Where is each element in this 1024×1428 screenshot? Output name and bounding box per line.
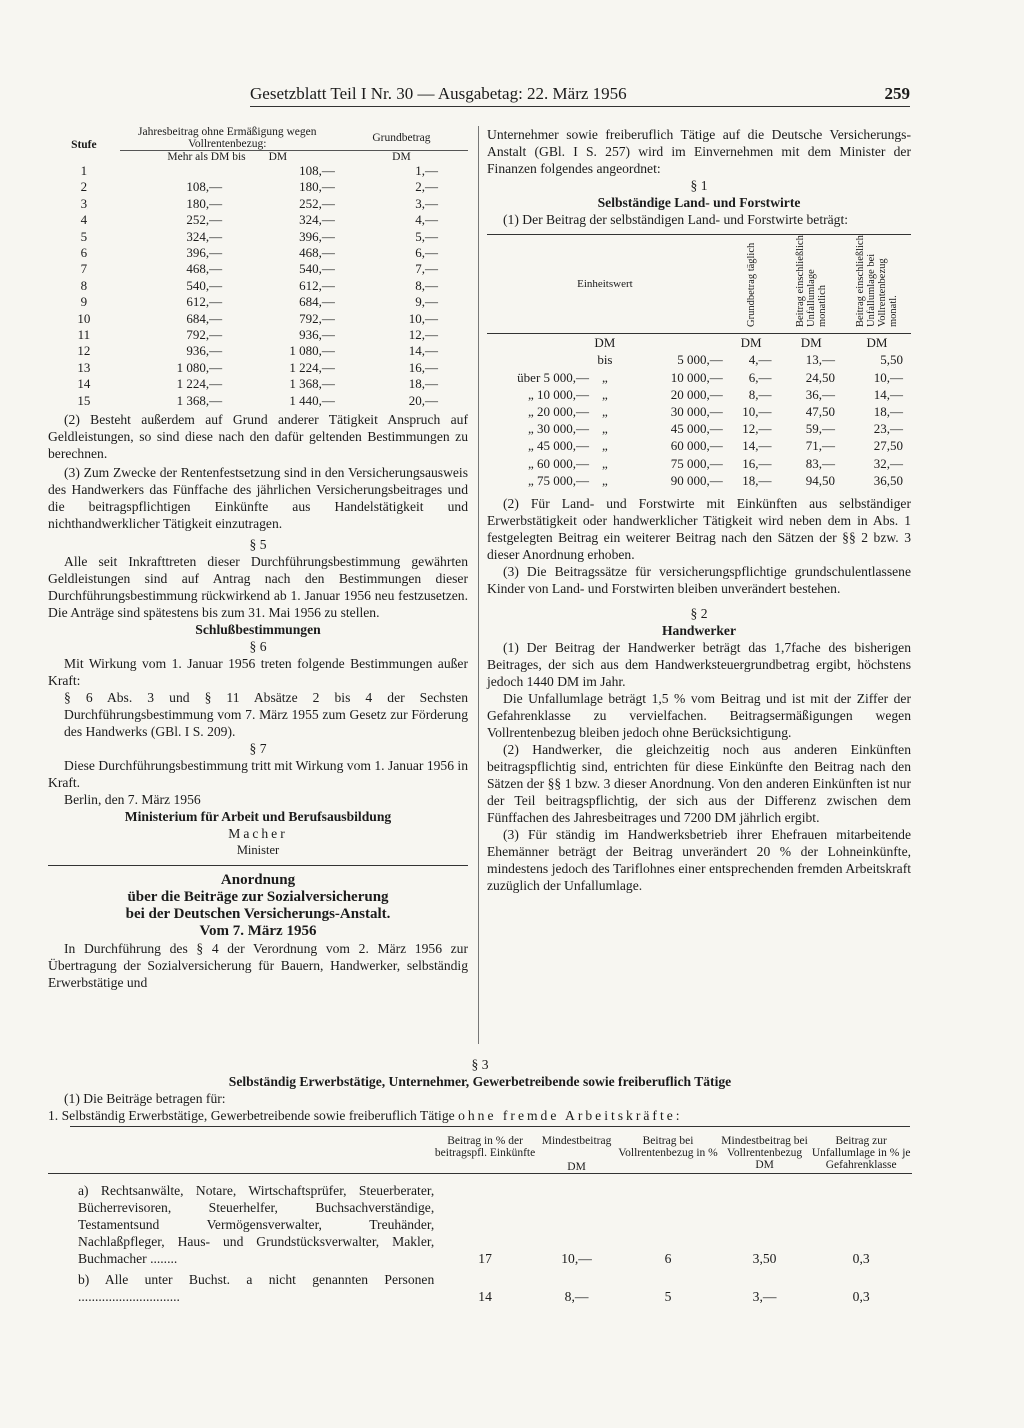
stufe-cell: 3: [80, 195, 88, 211]
stufe-cell: 396,—: [186, 245, 223, 261]
stufe-cell: 4,—: [415, 212, 438, 228]
dm-beitrag: DM: [800, 335, 822, 351]
s3-h2: Mindestbeitrag: [541, 1135, 612, 1147]
einheit-cell: 23,—: [873, 421, 903, 437]
einheit-cell: „ 60 000,—: [528, 455, 590, 471]
stufe-row: [48, 343, 468, 359]
einheit-row: [487, 455, 911, 472]
stufe-cell: 108,—: [186, 179, 223, 195]
einheit-cell: 10 000,—: [670, 369, 723, 385]
stufe-cell: 5,—: [415, 228, 438, 244]
section-3: [48, 1056, 912, 1305]
einheit-cell: 10,—: [873, 369, 903, 385]
left-s7: § 7: [249, 741, 267, 757]
stufe-cell: 468,—: [186, 261, 223, 277]
stufe-cell: 10,—: [408, 310, 438, 326]
einheit-cell: bis: [597, 352, 613, 368]
einheit-cell: 6,—: [748, 369, 772, 385]
left-p6b: § 6 Abs. 3 und § 11 Absätze 2 bis 4 der Sechsten Durchführungsbestimmung vom 7. März 1955 zum Gesetz zur Förderung des Handwerks (GBl. I S. 209).: [64, 690, 468, 740]
s3-title: Selbständig Erwerbstätige, Unternehmer, Gewerbetreibende sowie freiberuflich Tätige: [228, 1074, 732, 1089]
stufe-row: [48, 196, 468, 212]
einheit-cell: 36,50: [873, 472, 903, 488]
stufe-cell: 792,—: [299, 310, 335, 326]
einheit-row: [487, 351, 911, 368]
stufe-cell: 5: [80, 228, 88, 244]
th-dm2: DM: [335, 151, 468, 164]
s3-item1: [48, 1107, 912, 1124]
dm-voll: DM: [866, 335, 888, 351]
stufe-cell: 540,—: [299, 261, 335, 277]
left-p3: (3) Zum Zwecke der Rentenfestsetzung sind in den Versicherungsausweis des Handwerkers das Fünffache des jährlichen Versicherungsbeitrages und die beitragspflichtigen Einkünfte aus Handelstätigkeit und nichthandwerklicher Tätigkeit einzutragen.: [48, 465, 468, 532]
einheit-cell: 75 000,—: [670, 455, 723, 471]
s3-number: § 3: [471, 1057, 489, 1072]
stufe-cell: 7: [80, 261, 88, 277]
anordnung-intro: In Durchführung des § 4 der Verordnung vom 2. März 1956 zur Übertragung der Sozialversicherung für Bauern, Handwerker, selbständig Erwerbstätige und: [48, 941, 468, 991]
s3-rowB-v1: 8,—: [564, 1288, 589, 1304]
s3-p1: (1) Die Beiträge betragen für:: [64, 1091, 226, 1106]
stufe-cell: 9,—: [415, 294, 438, 310]
s3-h5: Beitrag zur Unfallumlage in % je Gefahrenklasse: [810, 1135, 912, 1174]
einheit-cell: „: [602, 404, 608, 420]
right-s1-title: Selbständige Land- und Forstwirte: [597, 195, 801, 210]
right-p2: (2) Für Land- und Forstwirte mit Einkünften aus selbständiger Erwerbstätigkeit oder handwerklicher Tätigkeit wird neben dem in Abs. 1 festgelegten Beitrag ein weiterer Beitrag nach den Sätzen der §§ 2 bzw. 3 dieser Anordnung erhoben.: [487, 496, 911, 563]
stufe-row: [48, 393, 468, 409]
th-grund: Grundbetrag: [372, 132, 431, 144]
stufe-cell: 2,—: [415, 179, 438, 195]
left-p7: Diese Durchführungsbestimmung tritt mit Wirkung vom 1. Januar 1956 in Kraft.: [48, 758, 468, 791]
einheit-cell: 18,—: [742, 472, 772, 488]
stufe-cell: 15: [77, 392, 91, 408]
s3-rowB-v0: 14: [478, 1288, 492, 1304]
section-divider: [48, 865, 468, 866]
stufe-cell: 10: [77, 310, 91, 326]
s3-rowA-v4: 0,3: [852, 1250, 870, 1266]
dm-einheit: DM: [594, 335, 616, 351]
s3-h4-dm: DM: [755, 1159, 774, 1171]
stufe-row: [48, 261, 468, 277]
stufe-cell: 180,—: [299, 179, 335, 195]
left-p2: (2) Besteht außerdem auf Grund anderer Tätigkeit Anspruch auf Geldleistungen, so sind diese nach den dafür geltenden Bestimmungen zu berechnen.: [48, 412, 468, 462]
einheit-table: [487, 234, 911, 489]
einheit-cell: 59,—: [805, 421, 835, 437]
einheit-cell: „: [602, 472, 608, 488]
right-p1: (1) Der Beitrag der selbständigen Land- und Forstwirte beträgt:: [503, 212, 849, 227]
s3-item1-spaced: ohne fremde Arbeitskräfte:: [458, 1108, 683, 1123]
right-p21b: Die Unfallumlage beträgt 1,5 % vom Beitrag und ist mit der Ziffer der Gefahrenklasse zu vervielfachen. Beitragsermäßigungen wegen Vollrentenbezug bleiben jedoch ohne Berücksichtigung.: [487, 691, 911, 741]
einheit-cell: 14,—: [873, 386, 903, 402]
stufe-cell: 936,—: [186, 343, 223, 359]
stufe-cell: 468,—: [299, 245, 335, 261]
stufe-cell: 11: [77, 327, 91, 343]
einheit-cell: 5 000,—: [677, 352, 723, 368]
right-p23: (3) Für ständig im Handwerksbetrieb ihrer Ehefrauen mitarbeitende Ehemänner beträgt der Beitrag unverändert 20 % der Lohneinkünfte, mindestens jedoch des Tariflohnes einer entsprechenden fremden Arbeitskraft zuzüglich der Unfallumlage.: [487, 827, 911, 894]
s3-rowA-v2: 6: [664, 1250, 672, 1266]
th-beitrag: Beitrag einschließlich Unfallumlage monatlich: [794, 235, 828, 327]
left-minister: Minister: [236, 843, 280, 858]
stufe-row: [48, 360, 468, 376]
stufe-cell: 7,—: [415, 261, 438, 277]
stufe-cell: 324,—: [186, 228, 223, 244]
einheit-cell: 60 000,—: [670, 438, 723, 454]
s3-rowB-v3: 3,—: [752, 1288, 777, 1304]
right-column: [487, 126, 911, 894]
s3-rowA-v3: 3,50: [752, 1250, 777, 1266]
stufe-row: [48, 327, 468, 343]
header-rule: [250, 106, 910, 107]
stufe-row: [48, 212, 468, 228]
s3-h4: Mindestbeitrag bei Vollrentenbezug: [721, 1135, 808, 1159]
einheit-cell: „ 30 000,—: [528, 421, 590, 437]
einheit-cell: 12,—: [742, 421, 772, 437]
anordnung-date: Vom 7. März 1956: [199, 923, 317, 940]
einheit-cell: 27,50: [873, 438, 903, 454]
stufe-row: [48, 245, 468, 261]
s3-h1: Beitrag in % der beitragspfl. Einkünfte: [434, 1135, 536, 1159]
left-s5: § 5: [249, 537, 267, 553]
einheit-cell: 45 000,—: [670, 421, 723, 437]
stufe-cell: 792,—: [186, 327, 223, 343]
header-title: Gesetzblatt Teil I Nr. 30 — Ausgabetag: 22. März 1956: [250, 84, 627, 103]
s3-rowA-label: a) Rechtsanwälte, Notare, Wirtschaftsprüfer, Steuerberater, Bücherrevisoren, Steuerhelfer, Buchsachverständige, Testamentsund Vermögensverwalter, Treuhänder, Nachlaßpfleger, Haus- und Grundstücksverwalter, Makler, Buchmacher ........: [78, 1182, 435, 1266]
left-macher: Macher: [228, 826, 288, 842]
stufe-cell: 612,—: [186, 294, 223, 310]
stufe-cell: 9: [80, 294, 88, 310]
stufe-cell: 20,—: [408, 392, 438, 408]
stufe-cell: 1 440,—: [289, 392, 335, 408]
einheit-cell: 94,50: [805, 472, 835, 488]
einheit-cell: 5,50: [880, 352, 903, 368]
stufe-cell: 252,—: [186, 212, 223, 228]
stufe-cell: 1 368,—: [176, 392, 223, 408]
stufe-cell: 13: [77, 359, 91, 375]
s3-h3: Beitrag bei Vollrentenbezug in %: [618, 1135, 718, 1159]
einheit-cell: 83,—: [805, 455, 835, 471]
page-number: 259: [884, 84, 910, 103]
left-column: [48, 126, 468, 991]
anordnung-title: Anordnung: [220, 872, 296, 889]
anordnung-line3: bei der Deutschen Versicherungs-Anstalt.: [125, 906, 391, 923]
page-header: [250, 84, 910, 104]
stufe-cell: 12: [77, 343, 91, 359]
right-intro: Unternehmer sowie freiberuflich Tätige auf die Deutsche Versicherungs-Anstalt (GBl. I S. 257) wird im Einvernehmen mit dem Minister der Finanzen folgendes angeordnet:: [487, 127, 911, 176]
s3-rowA-v0: 17: [478, 1250, 492, 1266]
stufe-row: [48, 376, 468, 392]
einheit-cell: „: [602, 369, 608, 385]
left-s6: § 6: [249, 639, 267, 655]
einheit-cell: 47,50: [805, 404, 835, 420]
dm-grund: DM: [740, 335, 762, 351]
einheit-cell: „ 45 000,—: [528, 438, 590, 454]
stufe-cell: 2: [80, 179, 88, 195]
stufe-cell: 108,—: [299, 163, 335, 178]
einheit-cell: „: [602, 421, 608, 437]
s3-rowB-v2: 5: [664, 1288, 672, 1304]
stufe-table: [48, 126, 468, 409]
einheit-cell: „: [602, 438, 608, 454]
th-dm: DM: [268, 151, 288, 163]
stufe-cell: 1: [80, 163, 88, 178]
stufe-cell: 8,—: [415, 277, 438, 293]
stufe-cell: 14: [77, 376, 91, 392]
stufe-row: [48, 179, 468, 195]
einheit-cell: „ 75 000,—: [528, 472, 590, 488]
right-p21: (1) Der Beitrag der Handwerker beträgt das 1,7fache des bisherigen Beitrages, der sich aus dem Handwerksteuergrundbetrag ergibt, höchstens jedoch 1440 DM im Jahr.: [487, 640, 911, 690]
stufe-cell: 252,—: [299, 195, 335, 211]
stufe-cell: 14,—: [408, 343, 438, 359]
right-p22: (2) Handwerker, die gleichzeitig noch aus anderen Einkünften beitragspflichtig sind, entrichten für diese Einkünfte den Beitrag nach den Sätzen der §§ 1 bzw. 3 dieser Anordnung. Von den anderen Einkünften ist nur der Teil beitragspflichtig, der sich aus der Differenz zwischen dem Fünffachen des Jahresbeitrages und 7200 DM jährlich ergibt.: [487, 742, 911, 826]
stufe-cell: 684,—: [299, 294, 335, 310]
stufe-row: [48, 278, 468, 294]
left-ministerium: Ministerium für Arbeit und Berufsausbildung: [124, 809, 392, 825]
einheit-row: [487, 420, 911, 437]
stufe-cell: 684,—: [186, 310, 223, 326]
einheit-cell: 18,—: [873, 404, 903, 420]
s3-rowA-v1: 10,—: [561, 1250, 592, 1266]
einheit-cell: 36,—: [805, 386, 835, 402]
stufe-cell: 4: [80, 212, 88, 228]
left-schluss: Schlußbestimmungen: [195, 622, 321, 638]
left-p5: Alle seit Inkrafttreten dieser Durchführungsbestimmung gewährten Geldleistungen sind auf Antrag nach den Bestimmungen dieser Durchführungsbestimmung rückwirkend ab 1. Januar 1956 neu festzusetzen. Die Anträge sind spätestens bis zum 31. Mai 1956 zu stellen.: [48, 554, 468, 621]
einheit-cell: „: [602, 386, 608, 402]
stufe-cell: 12,—: [408, 327, 438, 343]
einheit-cell: „ 10 000,—: [528, 386, 590, 402]
einheit-cell: 71,—: [805, 438, 835, 454]
th-mehr: Mehr als DM bis: [167, 151, 246, 163]
stufe-cell: 8: [80, 277, 88, 293]
einheit-cell: [487, 351, 589, 368]
einheit-cell: 10,—: [742, 404, 772, 420]
stufe-cell: 16,—: [408, 359, 438, 375]
stufe-cell: 396,—: [299, 228, 335, 244]
einheit-cell: 30 000,—: [670, 404, 723, 420]
stufe-cell: 1 368,—: [289, 376, 335, 392]
einheit-cell: 90 000,—: [670, 472, 723, 488]
einheit-cell: über 5 000,—: [517, 369, 590, 385]
anordnung-line2: über die Beiträge zur Sozialversicherung: [127, 889, 389, 906]
stufe-cell: 540,—: [186, 277, 223, 293]
stufe-cell: 936,—: [299, 327, 335, 343]
th-jahres: Jahresbeitrag ohne Ermäßigung wegen Vollrentenbezug:: [138, 126, 317, 150]
einheit-cell: 4,—: [748, 352, 772, 368]
right-s1: § 1: [690, 178, 708, 193]
stufe-row: [48, 294, 468, 310]
s3-rowB-v4: 0,3: [852, 1288, 870, 1304]
einheit-row: [487, 437, 911, 454]
stufe-cell: 1 224,—: [289, 359, 335, 375]
stufe-cell: 1 080,—: [289, 343, 335, 359]
einheit-cell: 13,—: [805, 352, 835, 368]
einheit-row: [487, 472, 911, 489]
stufe-cell: 1 080,—: [176, 359, 223, 375]
einheit-cell: 20 000,—: [670, 386, 723, 402]
column-divider: [478, 126, 479, 1044]
th-vollrente: Beitrag einschließlich Unfallumlage bei Vollrentenbezug monatl.: [854, 235, 899, 327]
th-grundbetrag: Grundbetrag täglich: [745, 242, 757, 327]
s3-item1-text: 1. Selbständig Erwerbstätige, Gewerbetreibende sowie freiberuflich Tätige: [48, 1108, 455, 1123]
s3-rowB-label: b) Alle unter Buchst. a nicht genannten Personen ..............................: [78, 1271, 435, 1304]
einheit-cell: 8,—: [748, 386, 772, 402]
stufe-cell: 1 224,—: [176, 376, 223, 392]
th-stufe: Stufe: [71, 138, 97, 151]
stufe-cell: 6: [80, 245, 88, 261]
einheit-row: [487, 403, 911, 420]
stufe-row: [48, 311, 468, 327]
einheit-cell: 16,—: [742, 455, 772, 471]
s3-h2-dm: DM: [567, 1161, 586, 1173]
stufe-row: [48, 229, 468, 245]
einheit-cell: 14,—: [742, 438, 772, 454]
einheit-body: [487, 351, 911, 489]
right-p3: (3) Die Beitragssätze für versicherungspflichtige grundschulentlassene Kinder von Land- und Forstwirten bleiben unverändert bestehen.: [487, 564, 911, 597]
th-einheit: Einheitswert: [487, 235, 723, 334]
einheit-cell: 32,—: [873, 455, 903, 471]
left-berlin: Berlin, den 7. März 1956: [64, 792, 201, 808]
stufe-cell: 18,—: [408, 376, 438, 392]
stufe-cell: 324,—: [299, 212, 335, 228]
stufe-cell: [120, 163, 222, 179]
stufe-cell: 3,—: [415, 195, 438, 211]
right-s2-title: Handwerker: [661, 623, 736, 639]
left-p6: Mit Wirkung vom 1. Januar 1956 treten folgende Bestimmungen außer Kraft:: [48, 656, 468, 689]
einheit-cell: „: [602, 455, 608, 471]
einheit-cell: „ 20 000,—: [528, 404, 590, 420]
einheit-row: [487, 369, 911, 386]
stufe-row: [48, 163, 468, 179]
s3-table: [48, 1135, 912, 1305]
right-s2: § 2: [690, 606, 708, 622]
stufe-cell: 1,—: [415, 163, 438, 178]
einheit-row: [487, 386, 911, 403]
stufe-body: [48, 163, 468, 409]
einheit-cell: 24,50: [805, 369, 835, 385]
stufe-cell: 6,—: [415, 245, 438, 261]
stufe-cell: 180,—: [186, 195, 223, 211]
stufe-cell: 612,—: [299, 277, 335, 293]
s3-rule: [70, 1126, 910, 1127]
